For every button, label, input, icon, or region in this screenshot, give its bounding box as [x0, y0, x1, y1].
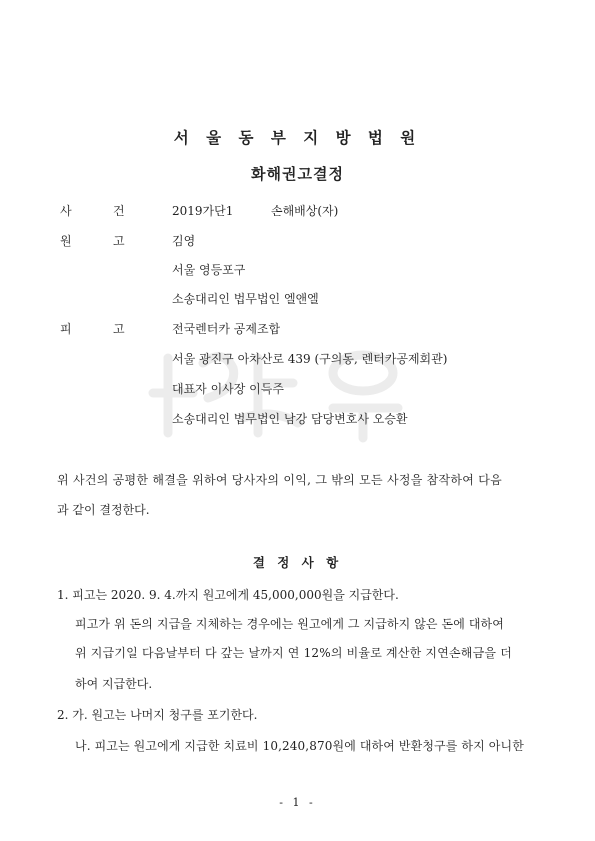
case-name: 손해배상(자): [271, 204, 339, 218]
plaintiff-representative: 소송대리인 법무법인 엘앤엘: [172, 292, 319, 306]
plaintiff-label-2: 고: [113, 234, 125, 248]
intro-line-2: 과 같이 결정한다.: [57, 503, 150, 517]
section-title: 결 정 사 항: [252, 555, 343, 570]
item-1-line-4: 하여 지급한다.: [75, 677, 153, 691]
case-number: 2019가단1: [172, 204, 234, 218]
defendant-address: 서울 광진구 아차산로 439 (구의동, 렌터카공제회관): [172, 352, 448, 366]
item-1-line-3: 위 지급기일 다음날부터 다 갚는 날까지 연 12%의 비율로 계산한 지연손해금을 더: [75, 646, 512, 660]
defendant-label-2: 고: [113, 322, 125, 336]
document-title: 화해권고결정: [251, 165, 344, 183]
plaintiff-address: 서울 영등포구: [172, 263, 246, 277]
defendant-representative: 소송대리인 법무법인 남강 담당변호사 오승환: [172, 412, 408, 426]
defendant-label-1: 피: [60, 322, 72, 336]
item-2-line-2: 나. 피고는 원고에게 지급한 치료비 10,240,870원에 대하여 반환청구를 하지 아니한: [75, 739, 524, 753]
plaintiff-label-1: 원: [60, 234, 72, 248]
intro-line-1: 위 사건의 공평한 해결을 위하여 당사자의 이익, 그 밖의 모든 사정을 참작하여 다음: [57, 473, 503, 487]
case-label-2: 건: [113, 204, 125, 218]
plaintiff-name: 김영: [172, 234, 196, 248]
page-number: - 1 -: [279, 796, 316, 809]
defendant-name: 전국렌터카 공제조합: [172, 322, 281, 336]
case-label-1: 사: [60, 204, 72, 218]
item-1-line-1: 1. 피고는 2020. 9. 4.까지 원고에게 45,000,000원을 지급한다.: [57, 588, 399, 602]
court-name: 서 울 동 부 지 방 법 원: [173, 128, 422, 147]
item-2-line-1: 2. 가. 원고는 나머지 청구를 포기한다.: [57, 708, 258, 722]
defendant-ceo: 대표자 이사장 이득주: [172, 382, 284, 396]
item-1-line-2: 피고가 위 돈의 지급을 지체하는 경우에는 원고에게 그 지급하지 않은 돈에 대하여: [75, 617, 504, 631]
